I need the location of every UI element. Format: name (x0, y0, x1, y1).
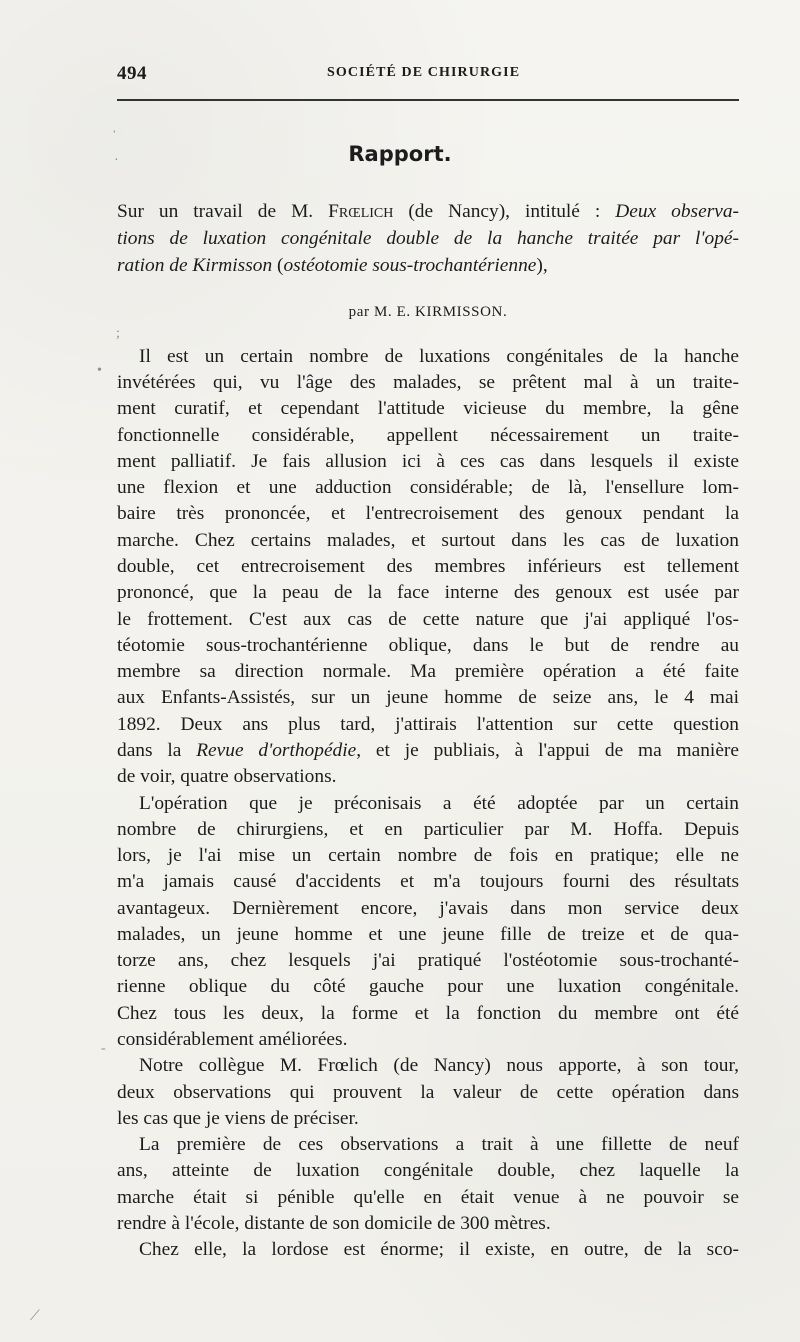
work-title-part-1: Deux observa- (615, 201, 740, 222)
body-line: une flexion et une adduction considérable; de là, l'ensellure lom- (117, 477, 739, 498)
body-line: baire très prononcée, et l'entrecroisement des genoux pendant la (117, 503, 739, 524)
subject-location: (de Nancy), intitulé : (393, 201, 616, 222)
body-line: invétérées qui, vu l'âge des malades, se prêtent mal à un traite- (117, 372, 739, 393)
body-line: ans, atteinte de luxation congénitale double, chez laquelle la (117, 1160, 739, 1181)
scan-speck: • (97, 363, 102, 378)
operation-name: ostéotomie sous-trochantérienne (283, 255, 537, 276)
body-line: membre sa direction normale. Ma première opération a été faite (117, 661, 739, 682)
body-line: malades, un jeune homme et une jeune fille de treize et de qua- (117, 924, 739, 945)
body-line: téotomie sous-trochantérienne oblique, dans le but de rendre au (117, 635, 739, 656)
body-line: deux observations qui prouvent la valeur de cette opération dans (117, 1082, 739, 1103)
section-title: Rapport. (348, 142, 452, 166)
body-line: aux Enfants-Assistés, sur un jeune homme de seize ans, le 4 mai (117, 687, 739, 708)
subject-line-3 (117, 253, 739, 279)
body-line: Il est un certain nombre de luxations congénitales de la hanche (139, 346, 739, 367)
body-line (117, 738, 739, 764)
scan-speck: - (101, 1041, 106, 1056)
journal-title: Revue d'orthopédie (196, 740, 357, 761)
body-line: avantageux. Dernièrement encore, j'avais dans mon service deux (117, 898, 739, 919)
byline: par M. E. KIRMISSON. (348, 304, 508, 320)
page-number: 494 (117, 63, 147, 84)
body-line: lors, je l'ai mise un certain nombre de fois en pratique; elle ne (117, 845, 739, 866)
body-line: rendre à l'école, distante de son domicile de 300 mètres. (117, 1213, 551, 1234)
scan-speck: ; (116, 326, 120, 341)
body-line: L'opération que je préconisais a été adoptée par un certain (139, 793, 739, 814)
body-line: considérablement améliorées. (117, 1029, 348, 1050)
scan-speck: · (114, 153, 119, 168)
body-line: 1892. Deux ans plus tard, j'attirais l'attention sur cette question (117, 714, 739, 735)
body-line: Notre collègue M. Frœlich (de Nancy) nous apporte, à son tour, (139, 1055, 739, 1076)
body-line: ment palliatif. Je fais allusion ici à ces cas dans lesquels il existe (117, 451, 739, 472)
body-line: marche. Chez certains malades, et surtout dans les cas de luxation (117, 530, 739, 551)
subject-line-1 (117, 199, 739, 225)
body-line: de voir, quatre observations. (117, 766, 337, 787)
header-rule (117, 99, 739, 101)
subject-prefix: Sur un travail de M. (117, 201, 329, 222)
work-title-part-3: ration de Kirmisson (117, 255, 273, 276)
close-paren: ), (536, 255, 548, 276)
body-line: prononcé, que la peau de la face interne des genoux est usée par (117, 582, 739, 603)
body-line: m'a jamais causé d'accidents et m'a toujours fourni des résultats (117, 871, 739, 892)
body-text-segment: dans la (117, 740, 197, 761)
body-line: le frottement. C'est aux cas de cette nature que j'ai appliqué l'os- (117, 609, 739, 630)
body-line: nombre de chirurgiens, et en particulier par M. Hoffa. Depuis (117, 819, 739, 840)
body-line: rienne oblique du côté gauche pour une luxation congénitale. (117, 976, 739, 997)
body-line: fonctionnelle considérable, appellent nécessairement un traite- (117, 425, 739, 446)
work-title-part-2: tions de luxation congénitale double de la hanche traitée par l'opé- (117, 228, 739, 249)
scan-speck: ᾽ (112, 129, 117, 144)
open-paren: ( (272, 255, 284, 276)
body-line: Chez elle, la lordose est énorme; il existe, en outre, de la sco- (139, 1239, 739, 1260)
scan-speck: ⟋ (30, 1309, 40, 1324)
author-name: Frœlich (328, 201, 394, 222)
body-line: torze ans, chez lesquels j'ai pratiqué l'ostéotomie sous-trochanté- (117, 950, 739, 971)
body-text-segment: , et je publiais, à l'appui de ma manière (356, 740, 739, 761)
body-line: marche était si pénible qu'elle en était venue à ne pouvoir se (117, 1187, 739, 1208)
body-line: Chez tous les deux, la forme et la fonction du membre ont été (117, 1003, 739, 1024)
body-line: les cas que je viens de préciser. (117, 1108, 359, 1129)
page-header (117, 63, 739, 87)
body-line: ment curatif, et cependant l'attitude vicieuse du membre, la gêne (117, 398, 739, 419)
running-head: SOCIÉTÉ DE CHIRURGIE (327, 65, 521, 80)
body-line: La première de ces observations a trait à une fillette de neuf (139, 1134, 739, 1155)
body-line: double, cet entrecroisement des membres inférieurs est tellement (117, 556, 739, 577)
